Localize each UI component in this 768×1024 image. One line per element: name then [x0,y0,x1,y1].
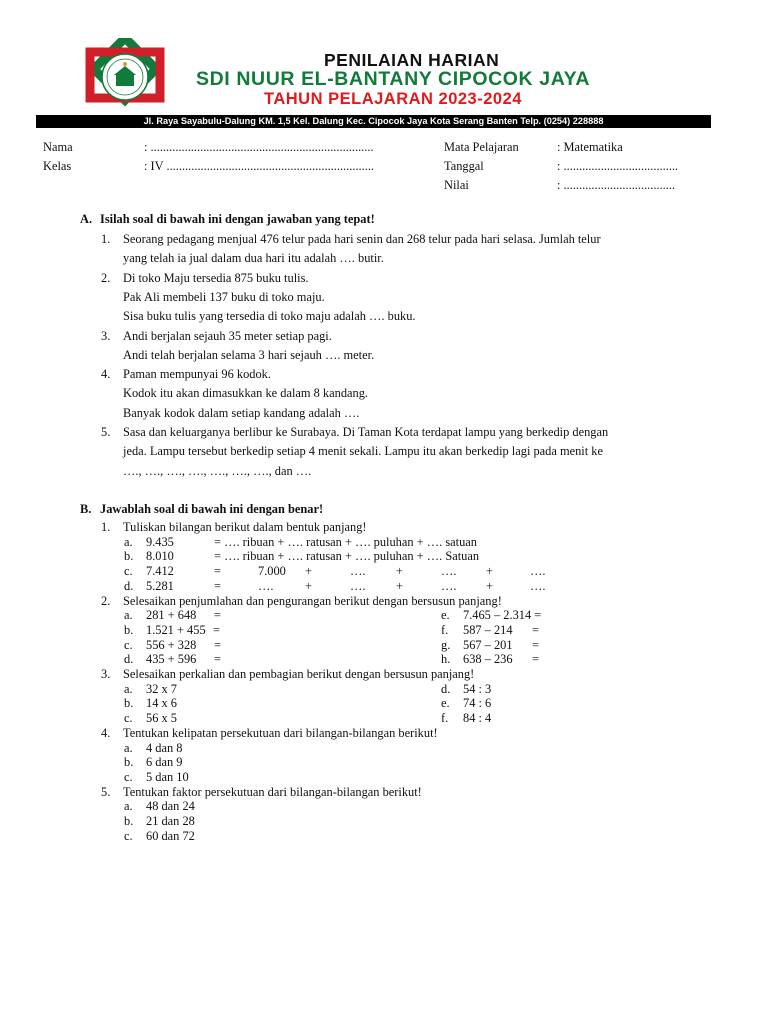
doc-title: PENILAIAN HARIAN [324,50,500,70]
item-expression: 48 dan 24 [146,799,195,814]
question-text: Tentukan faktor persekutuan dari bilangan-bilangan berikut! [123,784,422,799]
section-title: Jawablah soal di bawah ini dengan benar! [100,502,324,516]
item-letter: d. [124,578,134,593]
item-cell: …. [350,564,366,579]
item-letter: c. [124,637,133,652]
school-year: TAHUN PELAJARAN 2023-2024 [264,90,522,108]
question-number: 1. [101,520,111,534]
question-text: Andi berjalan sejauh 35 meter setiap pagi. [123,328,332,343]
question-text: …., …., …., …., …., …., …., dan …. [123,463,312,478]
item-letter: c. [124,711,133,726]
item-equals: = [532,637,539,652]
item-letter: a. [124,799,133,814]
item-expression: 32 x 7 [146,681,177,696]
item-number: 7.412 [146,564,174,579]
question-text: jeda. Lampu tersebut berkedip setiap 4 menit sekali. Lampu itu akan berkedip lagi pada menit ke [123,444,603,459]
question-text: Sisa buku tulis yang tersedia di toko maju adalah …. buku. [123,309,416,324]
item-expression: 281 + 648 [146,608,197,623]
item-letter: e. [441,608,450,623]
section-letter: A. [80,212,93,226]
item-letter: b. [124,549,134,564]
item-expression: 54 : 3 [463,681,492,696]
item-cell: …. [441,578,457,593]
item-cell: 7.000 [258,564,286,579]
item-letter: f. [441,711,449,726]
school-name: SDI NUUR EL-BANTANY CIPOCOK JAYA [196,68,591,90]
question-text: Pak Ali membeli 137 buku di toko maju. [123,289,325,304]
question-number: 1. [101,232,111,246]
item-expression: 1.521 + 455 [146,622,206,637]
item-number: 8.010 [146,549,174,564]
item-letter: b. [124,622,134,637]
item-expression: 4 dan 8 [146,740,183,755]
question-text: Banyak kodok dalam setiap kandang adalah …. [123,405,360,420]
item-expression: = …. ribuan + …. ratusan + …. puluhan + …. Satuan [214,549,480,564]
item-expression: 60 dan 72 [146,828,195,843]
field-label: Nilai [444,178,469,192]
field-label: Mata Pelajaran [444,140,519,154]
item-expression: 7.465 – 2.314 = [463,608,542,623]
item-letter: f. [441,622,449,637]
question-number: 3. [101,667,111,681]
item-letter: a. [124,534,133,549]
item-letter: b. [124,814,134,828]
item-letter: a. [124,681,133,696]
question-text: Selesaikan penjumlahan dan pengurangan berikut dengan bersusun panjang! [123,593,502,608]
field-value: : .................................... [557,178,676,192]
item-cell: + [396,564,403,579]
item-expression: = …. ribuan + …. ratusan + …. puluhan + …. satuan [214,534,477,549]
field-value: : ..................................... [557,159,679,173]
field-value: : Matematika [557,140,623,154]
item-cell: + [486,578,493,593]
item-expression: 5 dan 10 [146,769,189,784]
address-bar: Jl. Raya Sayabulu-Dalung KM. 1,5 Kel. Dalung Kec. Cipocok Jaya Kota Serang Banten Telp. (0254) 228888 [36,115,711,128]
item-equals: = [214,608,221,623]
question-text: Seorang pedagang menjual 476 telur pada hari senin dan 268 telur pada hari selasa. Jumlah telur [123,232,601,246]
item-letter: c. [124,769,133,784]
item-expression: 6 dan 9 [146,755,183,770]
field-value: : ........................................................................ [144,140,374,154]
item-cell: …. [350,578,366,593]
field-label: Kelas [43,159,72,173]
item-number: 9.435 [146,534,174,549]
item-cell: = [214,564,221,579]
question-number: 2. [101,270,111,285]
item-expression: 556 + 328 [146,637,197,652]
item-cell: + [396,578,403,593]
question-text: Paman mempunyai 96 kodok. [123,367,271,382]
item-expression: 21 dan 28 [146,814,195,828]
item-letter: d. [124,652,134,667]
item-letter: a. [124,608,133,623]
item-expression: 435 + 596 [146,652,197,667]
question-text: Andi telah berjalan selama 3 hari sejauh …. meter. [123,347,375,362]
field-label: Nama [43,140,73,154]
item-letter: d. [441,681,451,696]
item-letter: g. [441,637,451,652]
item-letter: e. [441,696,450,711]
question-number: 2. [101,593,111,608]
question-text: Tentukan kelipatan persekutuan dari bilangan-bilangan berikut! [123,725,438,740]
item-cell: …. [441,564,457,579]
question-text: Tuliskan bilangan berikut dalam bentuk panjang! [123,520,367,534]
item-letter: a. [124,740,133,755]
item-expression: 587 – 214 [463,622,513,637]
item-letter: h. [441,652,451,667]
item-expression: 638 – 236 [463,652,513,667]
question-text: Di toko Maju tersedia 875 buku tulis. [123,270,309,285]
question-text: Selesaikan perkalian dan pembagian berikut dengan bersusun panjang! [123,667,475,681]
field-value: : IV ................................................................... [144,159,375,173]
item-expression: 567 – 201 [463,637,513,652]
field-label: Tanggal [444,159,484,173]
question-text: Kodok itu akan dimasukkan ke dalam 8 kandang. [123,386,368,401]
question-number: 3. [101,328,111,343]
item-equals: = [532,652,539,667]
item-letter: c. [124,564,133,579]
item-cell: = [214,578,221,593]
item-expression: 56 x 5 [146,711,177,726]
section-letter: B. [80,502,92,516]
item-cell: …. [530,564,546,579]
item-equals: = [214,652,221,667]
item-cell: + [305,578,312,593]
item-cell: …. [258,578,274,593]
item-equals: = [532,622,539,637]
question-number: 4. [101,725,111,740]
question-number: 5. [101,784,111,799]
school-logo [76,38,174,120]
question-text: Sasa dan keluarganya berlibur ke Surabaya. Di Taman Kota terdapat lampu yang berkedip dengan [123,425,609,439]
item-expression: 14 x 6 [146,696,177,711]
question-number: 5. [101,425,111,439]
item-letter: b. [124,696,134,711]
item-cell: + [486,564,493,579]
item-number: 5.281 [146,578,174,593]
item-letter: c. [124,828,133,843]
item-letter: b. [124,755,134,770]
section-title: Isilah soal di bawah ini dengan jawaban yang tepat! [100,212,375,226]
item-cell: …. [530,578,546,593]
item-expression: 84 : 4 [463,711,492,726]
item-equals: = [213,622,220,637]
item-equals: = [214,637,221,652]
item-expression: 74 : 6 [463,696,492,711]
question-number: 4. [101,367,111,382]
item-cell: + [305,564,312,579]
question-text: yang telah ia jual dalam dua hari itu adalah …. butir. [123,251,384,266]
